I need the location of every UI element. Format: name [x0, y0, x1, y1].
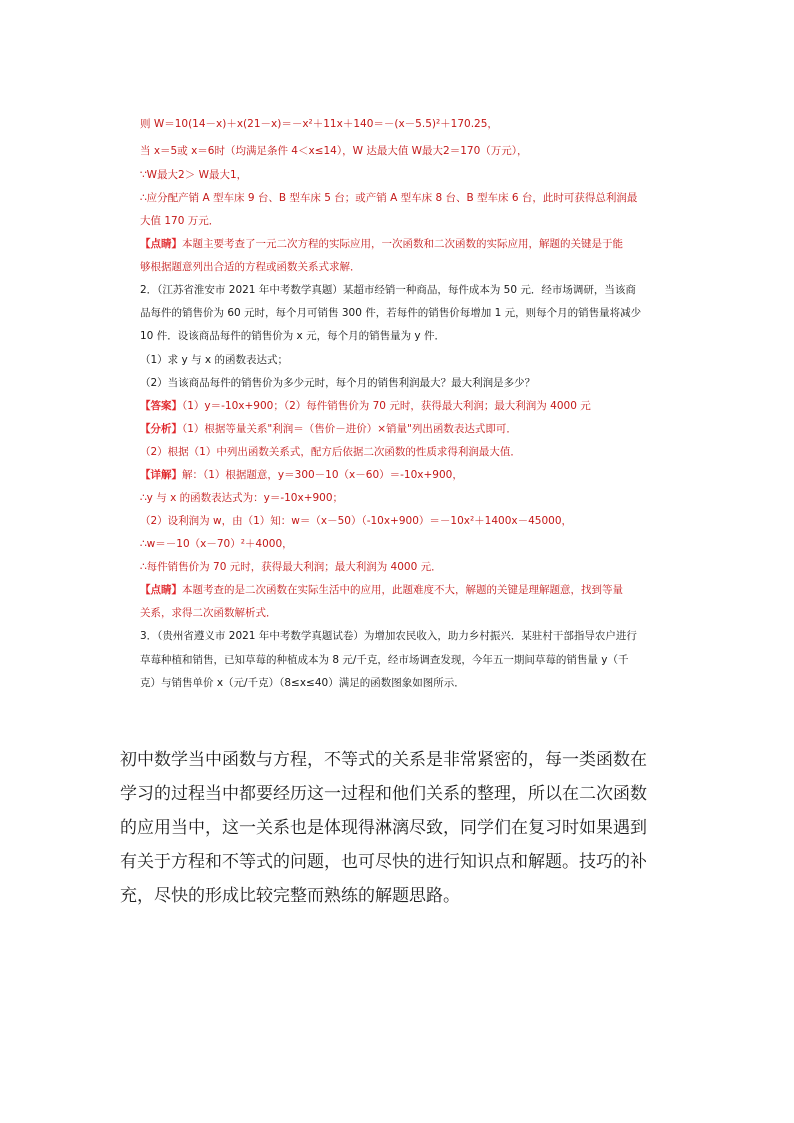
- scan-line-21: 【点睛】本题考查的是二次函数在实际生活中的应用，此题难度不大，解题的关键是理解题意，找到等量: [140, 584, 623, 596]
- paragraph-line: 学习的过程当中都要经历这一过程和他们关系的整理，所以在二次函数: [120, 784, 647, 804]
- scan-line-19: ∴w＝－10（x－70）²＋4000，: [140, 538, 293, 550]
- scan-line-9: 品每件的销售价为 60 元时，每个月可销售 300 件，若每件的销售价每增加 1 元，则每个月的销售量将减少: [140, 307, 642, 319]
- scanned-document-image: [122, 100, 646, 710]
- scan-line-17: ∴y 与 x 的函数表达式为：y＝-10x+900；: [140, 492, 344, 504]
- scan-line-24: 草莓种植和销售，已知草莓的种植成本为 8 元/千克，经市场调查发现，今年五一期间草莓的销售量 y（千: [140, 654, 629, 666]
- body-paragraph: [120, 743, 690, 913]
- paragraph-line: 充，尽快的形成比较完整而熟练的解题思路。: [120, 886, 460, 906]
- scan-line-23: 3．（贵州省遵义市 2021 年中考数学真题试卷）为增加农民收入，助力乡村振兴．某驻村干部指导农户进行: [140, 630, 637, 642]
- scan-line-13: 【答案】（1）y＝-10x+900；（2）每件销售价为 70 元时，获得最大利润；最大利润为 4000 元: [140, 400, 591, 412]
- scan-line-11: （1）求 y 与 x 的函数表达式；: [140, 354, 288, 366]
- scan-line-7: 够根据题意列出合适的方程或函数关系式求解．: [140, 261, 361, 273]
- scan-line-3: ∵W最大2＞ W最大1，: [140, 169, 248, 181]
- scan-line-22: 关系，求得二次函数解析式．: [140, 607, 277, 619]
- scan-line-18: （2）设利润为 w，由（1）知：w＝（x－50）（-10x+900）＝－10x²＋1400x－45000，: [140, 515, 573, 527]
- paragraph-line: 初中数学当中函数与方程，不等式的关系是非常紧密的，每一类函数在: [120, 750, 647, 770]
- scan-line-25: 克）与销售单价 x（元/千克）（8≤x≤40）满足的函数图象如图所示．: [140, 677, 465, 689]
- scan-line-10: 10 件．设该商品每件的销售价为 x 元，每个月的销售量为 y 件．: [140, 330, 445, 342]
- scan-line-4: ∴应分配产销 A 型车床 9 台、B 型车床 5 台；或产销 A 型车床 8 台、B 型车床 6 台，此时可获得总利润最: [140, 192, 638, 204]
- scan-line-20: ∴每件销售价为 70 元时，获得最大利润；最大利润为 4000 元．: [140, 561, 442, 573]
- scan-line-2: 当 x＝5或 x＝6时（均满足条件 4＜x≤14），W 达最大值 W最大2＝170（万元），: [140, 145, 528, 157]
- scan-line-8: 2．（江苏省淮安市 2021 年中考数学真题）某超市经销一种商品，每件成本为 50 元．经市场调研，当该商: [140, 284, 636, 296]
- scan-line-14: 【分析】（1）根据等量关系"利润＝（售价－进价）×销量"列出函数表达式即可．: [140, 423, 517, 435]
- scan-line-1: 则 W＝10(14－x)＋x(21－x)＝－x²＋11x＋140＝－(x－5.5)²＋170.25，: [140, 118, 498, 130]
- scan-line-15: （2）根据（1）中列出函数关系式，配方后依据二次函数的性质求得利润最大值．: [140, 446, 521, 458]
- scan-line-5: 大值 170 万元．: [140, 215, 220, 227]
- scan-line-6: 【点睛】本题主要考查了一元二次方程的实际应用，一次函数和二次函数的实际应用，解题的关键是于能: [140, 238, 623, 250]
- scan-line-12: （2）当该商品每件的销售价为多少元时，每个月的销售利润最大？最大利润是多少？: [140, 377, 536, 389]
- paragraph-line: 的应用当中，这一关系也是体现得淋漓尽致，同学们在复习时如果遇到: [120, 818, 647, 838]
- scan-line-16: 【详解】解：（1）根据题意，y＝300－10（x－60）＝-10x+900，: [140, 469, 463, 481]
- paragraph-line: 有关于方程和不等式的问题，也可尽快的进行知识点和解题。技巧的补: [120, 852, 647, 872]
